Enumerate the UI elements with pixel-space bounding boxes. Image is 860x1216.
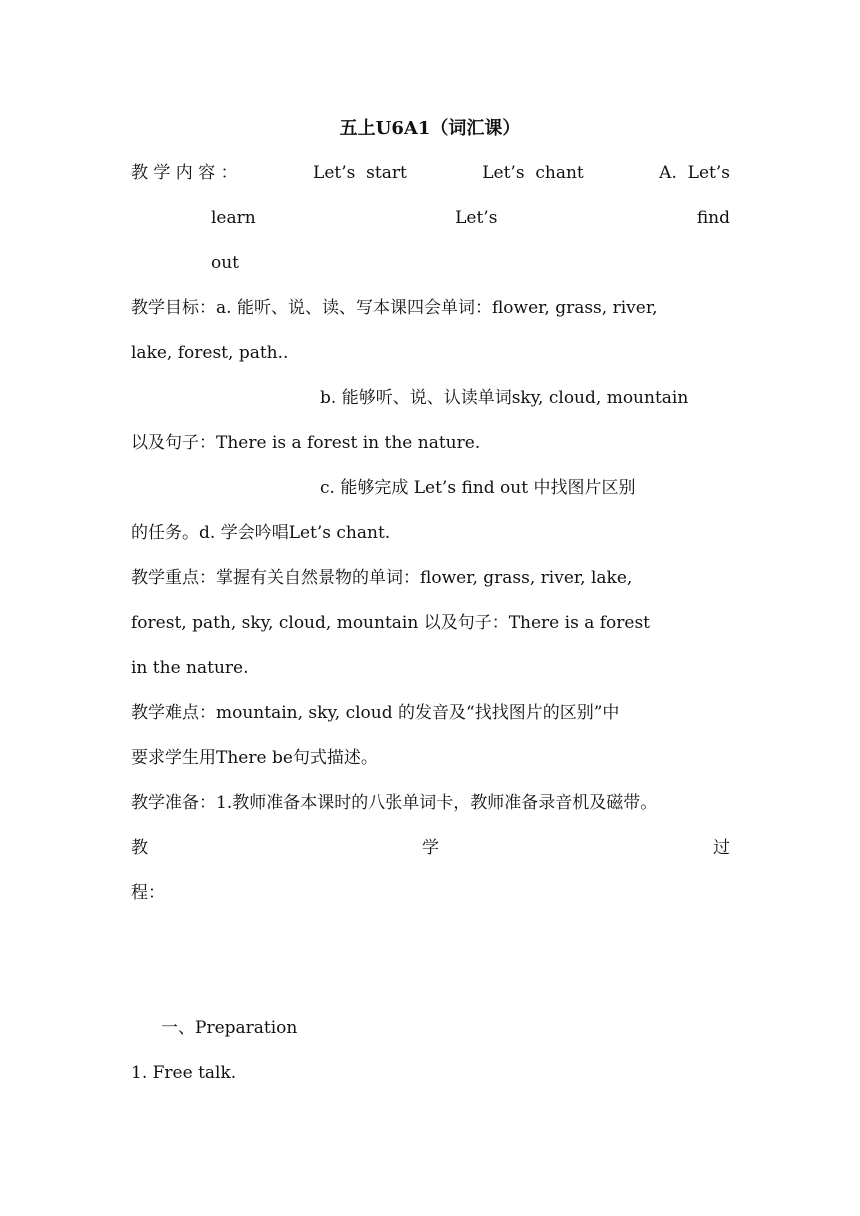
content-item-lets-chant: Let’s chant <box>482 163 584 183</box>
difficulties-line-2: 要求学生用There be句式描述。 <box>131 748 378 768</box>
content-item-lets: Let’s <box>455 208 498 228</box>
objective-a-line-2: lake, forest, path.. <box>131 343 289 363</box>
content-row-1 <box>131 161 730 185</box>
process-char-2: 学 <box>422 838 439 858</box>
objective-a-line-1: 教学目标：a. 能听、说、读、写本课四会单词：flower, grass, river, <box>131 298 658 318</box>
difficulties-line-1: 教学难点：mountain, sky, cloud 的发音及“找找图片的区别”中 <box>131 703 620 723</box>
content-item-find: find <box>696 208 730 228</box>
content-item-learn: learn <box>211 208 256 228</box>
objective-b-line-1: b. 能够听、说、认读单词sky, cloud, mountain <box>320 388 689 408</box>
content-item-a-lets: A. Let’s <box>659 163 730 183</box>
objective-b-line-2: 以及句子：There is a forest in the nature. <box>131 433 481 453</box>
content-label: 教 学 内 容 ： <box>131 163 238 183</box>
section-heading-preparation: 一、Preparation <box>161 1018 298 1038</box>
process-char-3: 过 <box>713 838 730 858</box>
section-item-free-talk: 1. Free talk. <box>131 1063 237 1083</box>
content-row-3: out <box>211 253 240 273</box>
content-row-2 <box>211 206 730 230</box>
key-points-line-1: 教学重点：掌握有关自然景物的单词：flower, grass, river, lake, <box>131 568 633 588</box>
preparation-line: 教学准备：1.教师准备本课时的八张单词卡，教师准备录音机及磁带。 <box>131 793 658 813</box>
objective-c-line-2: 的任务。d. 学会吟唱Let’s chant. <box>131 523 391 543</box>
process-end: 程： <box>131 883 165 903</box>
content-item-lets-start: Let’s start <box>313 163 407 183</box>
page-title: 五上U6A1（词汇课） <box>339 118 521 139</box>
process-row <box>131 836 730 860</box>
objective-c-line-1: c. 能够完成 Let’s find out 中找图片区别 <box>320 478 636 498</box>
key-points-line-3: in the nature. <box>131 658 249 678</box>
process-char-1: 教 <box>131 838 148 858</box>
key-points-line-2: forest, path, sky, cloud, mountain 以及句子：There is a forest <box>131 613 651 633</box>
